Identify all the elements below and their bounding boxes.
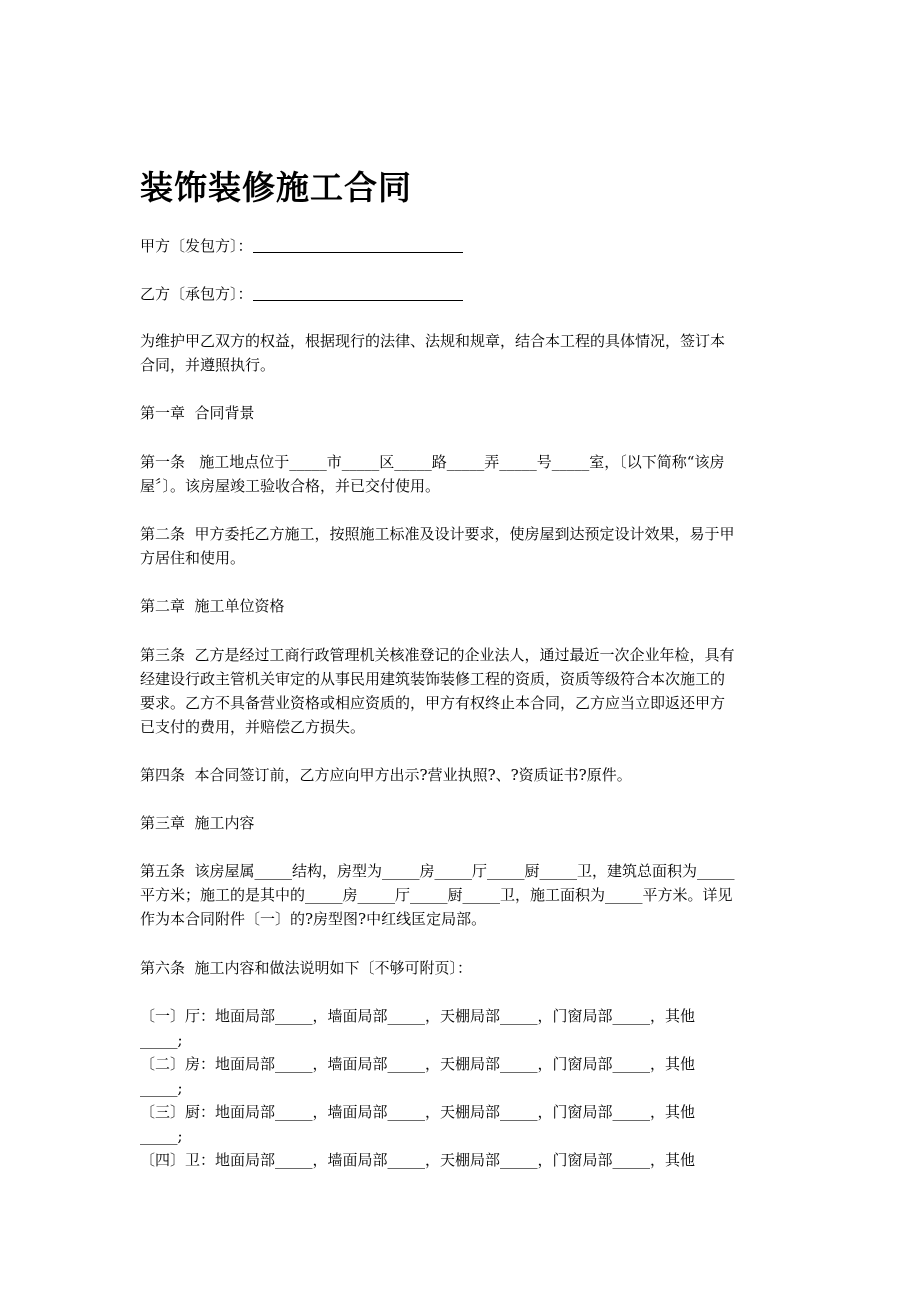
item-line: _____; [140,1031,183,1049]
party-b-blank [253,284,463,301]
item-line: _____; [140,1127,183,1145]
article-line: 要求。乙方不具备营业资格或相应资质的，甲方有权终止本合同，乙方应当立即返还甲方 [140,694,726,712]
article-line: 第五条 该房屋属_____结构，房型为_____房_____厅_____厨_____卫，建筑总面积为_____ [140,862,735,880]
intro-line: 合同，并遵照执行。 [140,356,276,374]
article-line: 方居住和使用。 [140,549,246,567]
party-a-blank [253,236,463,253]
item-line: 〔三〕厨：地面局部_____，墙面局部_____，天棚局部_____，门窗局部_____，其他 [140,1103,696,1121]
party-a-label: 甲方〔发包方〕： [140,237,253,255]
article-line: 作为本合同附件〔一〕的?房型图?中红线匡定局部。 [140,910,487,928]
chapter-heading: 第一章 合同背景 [140,404,255,422]
article-line: 已支付的费用，并赔偿乙方损失。 [140,718,366,736]
chapter-heading: 第三章 施工内容 [140,814,255,832]
article-line: 平方米；施工的是其中的_____房_____厅_____厨_____卫，施工面积为_____平方米。详见 [140,886,733,904]
article-line: 第一条 施工地点位于_____市_____区_____路_____弄_____号_____室，〔以下简称“该房 [140,453,725,471]
item-line: 〔四〕卫：地面局部_____，墙面局部_____，天棚局部_____，门窗局部_____，其他 [140,1151,696,1169]
item-line: 〔一〕厅：地面局部_____，墙面局部_____，天棚局部_____，门窗局部_____，其他 [140,1007,696,1025]
article-line: 第六条 施工内容和做法说明如下〔不够可附页〕： [140,959,473,977]
chapter-heading: 第二章 施工单位资格 [140,597,285,615]
party-b-label: 乙方〔承包方〕： [140,285,253,303]
party-a-line [140,234,790,258]
article-line: 第三条 乙方是经过工商行政管理机关核准登记的企业法人，通过最近一次企业年检，具有 [140,646,735,664]
article-line: 第四条 本合同签订前，乙方应向甲方出示?营业执照?、?资质证书?原件。 [140,766,632,784]
document-title: 装饰装修施工合同 [140,168,412,207]
article-line: 经建设行政主管机关审定的从事民用建筑装饰装修工程的资质，资质等级符合本次施工的 [140,670,726,688]
item-line: 〔二〕房：地面局部_____，墙面局部_____，天棚局部_____，门窗局部_____，其他 [140,1055,696,1073]
intro-line: 为维护甲乙双方的权益，根据现行的法律、法规和规章，结合本工程的具体情况，签订本 [140,332,726,350]
item-line: _____; [140,1079,183,1097]
article-line: 第二条 甲方委托乙方施工，按照施工标准及设计要求，使房屋到达预定设计效果，易于甲 [140,525,735,543]
party-b-line [140,282,790,306]
article-line: 屋〞〕。该房屋竣工验收合格，并已交付使用。 [140,477,441,495]
